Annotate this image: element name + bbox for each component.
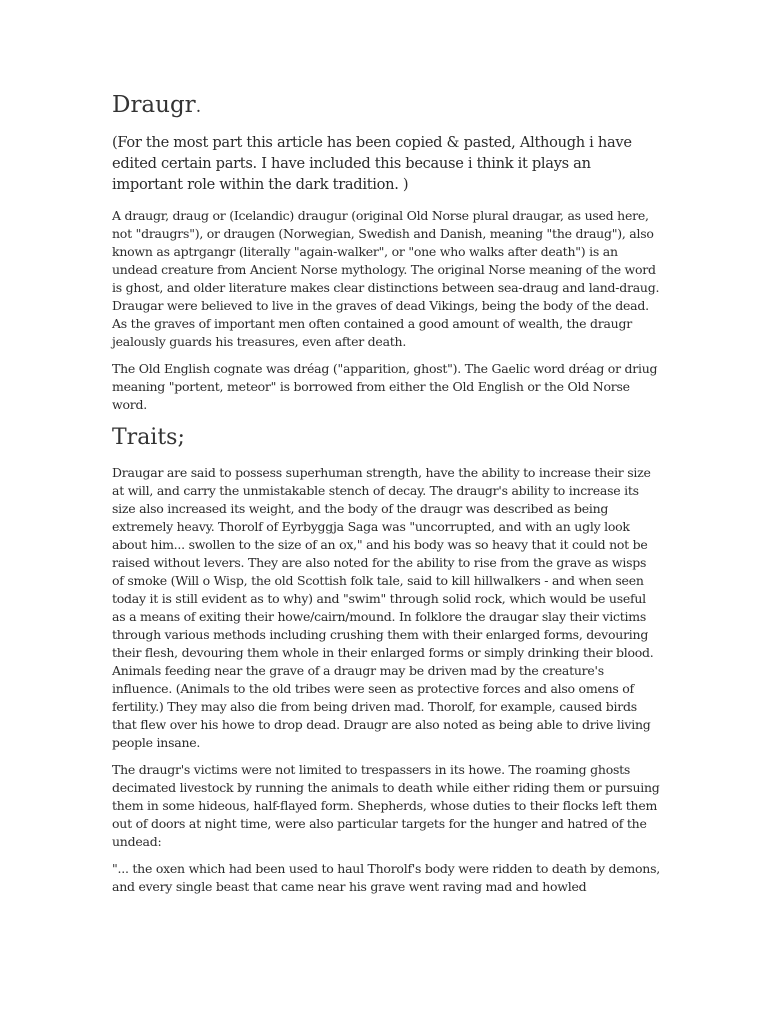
article-title-period: . — [195, 97, 202, 117]
paragraph-traits: Draugar are said to possess superhuman strength, have the ability to increase their size at will, and carry the unmistakable stench of decay. The draugr's ability to increase its size also increased its weight, and the body of the draugr was described as being extremely heavy. Thorolf of Eyrbyggja Saga was "uncorrupted, and with an ugly look about him... swollen to the size of an ox," and his body was so heavy that it could not be raised without levers. They are also noted for the ability to rise from the grave as wisps of smoke (Will o Wisp, the old Scottish folk tale, said to kill hillwalkers - and when seen today it is still evident as to why) and "swim" through solid rock, which would be useful as a means of exiting their howe/cairn/mound. In folklore the draugar slay their victims through various methods including crushing them with their enlarged forms, devouring their flesh, devouring them whole in their enlarged forms or simply drinking their blood. Animals feeding near the grave of a draugr may be driven mad by the creature's influence. (Animals to the old tribes were seen as protective forces and also omens of fertility.) They may also die from being driven mad. Thorolf, for example, caused birds that flew over his howe to drop dead. Draugr are also noted as being able to drive living people insane. — [112, 465, 654, 750]
article-title-text: Draugr — [112, 92, 196, 118]
paragraph-quote: "... the oxen which had been used to haul Thorolf's body were ridden to death by demons, and every single beast that came near his grave went raving mad and howled — [112, 861, 660, 894]
paragraph-definition: A draugr, draug or (Icelandic) draugur (original Old Norse plural draugar, as used here, not "draugrs"), or draugen (Norwegian, Swedish and Danish, meaning "the draug"), also known as aptrgangr (literally "again-walker", or "one who walks after death") is an undead creature from Ancient Norse mythology. The original Norse meaning of the word is ghost, and older literature makes clear distinctions between sea-draug and land-draug. Draugar were believed to live in the graves of dead Vikings, being the body of the dead. As the graves of important men often contained a good amount of wealth, the draugr jealously guards his treasures, even after death. — [112, 208, 660, 349]
intro-paragraph: (For the most part this article has been copied & pasted, Although i have edited certain parts. I have included this because i think it plays an important role within the dark tradition. ) — [112, 134, 632, 193]
article — [112, 90, 660, 905]
paragraph-victims: The draugr's victims were not limited to trespassers in its howe. The roaming ghosts decimated livestock by running the animals to death while either riding them or pursuing them in some hideous, half-flayed form. Shepherds, whose duties to their flocks left them out of doors at night time, were also particular targets for the hunger and hatred of the undead: — [112, 762, 660, 849]
paragraph-etymology: The Old English cognate was dréag ("apparition, ghost"). The Gaelic word dréag or driug meaning "portent, meteor" is borrowed from either the Old English or the Old Norse word. — [112, 361, 658, 412]
section-heading-traits: Traits; — [112, 425, 185, 450]
article-title — [112, 90, 660, 122]
